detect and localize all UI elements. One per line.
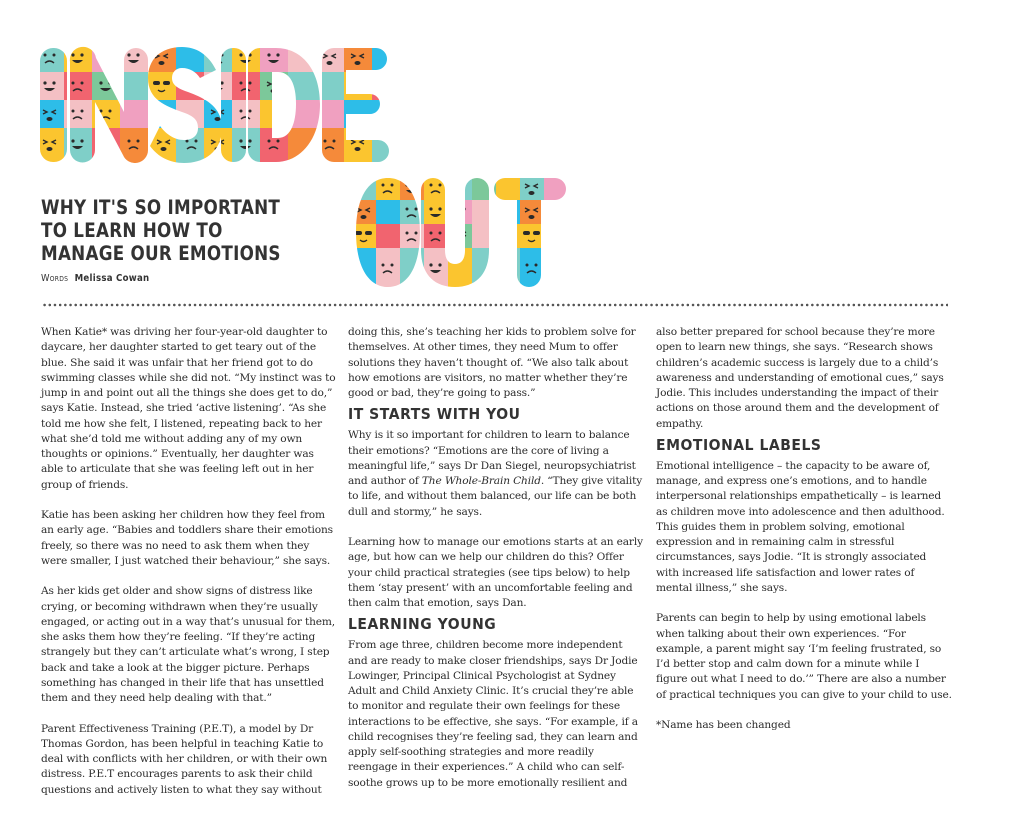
paragraph: When Katie* was driving her four-year-old daughter to daycare, her daughter started to get teary out of the blue. She said it was unfair that her friend got to do swimming classes while she did not. “My instinct was to jump in and point out all the things she does get to do,” says Katie. Instead, she tried ‘active listening’. “As she told me how she felt, I listened, repeating back to her what she’d told me without adding any of my own thoughts or opinions.” Eventually, her daughter was able to articulate that she was feeling left out in her group of friends. xyxy=(41,326,336,491)
article-headline: WHY IT'S SO IMPORTANT TO LEARN HOW TO MANAGE OUR EMOTIONS xyxy=(41,196,281,265)
byline-label: Words xyxy=(41,273,69,284)
article-column-2 xyxy=(348,325,644,806)
paragraph: Learning how to manage our emotions starts at an early age, but how can we help our children do this? Offer your child practical strategies (see tips below) to help them ‘stay present’ with an uncomfortable feeling and then calm that emotion, says Dan. xyxy=(348,536,643,609)
book-title: The Whole-Brain Child xyxy=(421,475,541,487)
dotted-divider xyxy=(42,303,948,307)
paragraph: From age three, children become more independent and are ready to make closer friendships, says Dr Jodie Lowinger, Principal Clinical Psychologist at Sydney Adult and Child Anxiety Clinic. It’s crucial they’re able to monitor and regulate their own feelings for these interactions to be effective, she says. “For example, if a child recognises they’re feeling sad, they can learn and apply self-soothing strategies and more readily reengage in their experiences.” A child who can self-soothe grows up to be more emotionally resilient and xyxy=(348,639,638,789)
footnote: *Name has been changed xyxy=(656,719,791,731)
paragraph: As her kids get older and show signs of distress like crying, or becoming withdrawn when they’re usually engaged, or acting out in a way that’s unusual for them, she asks them how they’re feeling. “If they’re acting strangely but they can’t articulate what’s wrong, I step back and take a look at the bigger picture. Perhaps something has changed in their life that has unsettled them and they need help dealing with that.” xyxy=(41,585,335,704)
section-heading-learning-young: LEARNING YOUNG xyxy=(348,615,497,634)
paragraph: Katie has been asking her children how they feel from an early age. “Babies and toddlers share their emotions freely, so there was no need to ask them when they were smaller, I just watched their behaviour,” she says. xyxy=(41,509,333,567)
paragraph: Parents can begin to help by using emotional labels when talking about their own experiences. “For example, a parent might say ‘I’m feeling frustrated, so I’d better stop and calm down for a minute while I figure out what I need to do.’” There are also a number of practical techniques you can give to your child to use. xyxy=(656,612,952,701)
paragraph: doing this, she’s teaching her kids to problem solve for themselves. At other times, they need Mum to offer solutions they haven’t thought of. “We also talk about how emotions are visitors, no matter whether they’re good or bad, they’re going to pass.” xyxy=(348,326,636,399)
byline xyxy=(41,273,149,284)
paragraph-text: Why is it so important for children to learn to balance their emotions? “Emotions are the core of living a meaningful life,” says Dr Dan Siegel, neuropsychiatrist and author of xyxy=(348,429,636,487)
article-column-1 xyxy=(41,325,337,813)
section-heading-emotional-labels: EMOTIONAL LABELS xyxy=(656,435,822,454)
paragraph-text: . “They give vitality to life, and without them balanced, our life can be both dull and stormy,” he says. xyxy=(348,475,643,518)
article-column-3 xyxy=(656,325,952,749)
section-heading-it-starts-with-you: IT STARTS WITH YOU xyxy=(348,405,521,424)
byline-author: Melissa Cowan xyxy=(74,273,150,284)
paragraph xyxy=(348,428,644,520)
paragraph: Emotional intelligence – the capacity to be aware of, manage, and express one’s emotions, and to handle interpersonal relationships empathetically – is learned as children move into adolescence and then adulthood. This guides them in problem solving, emotional expression and in remaining calm in stressful circumstances, says Jodie. “It is strongly associated with increased life satisfaction and lower rates of mental illness,” she says. xyxy=(656,459,945,594)
paragraph: Parent Effectiveness Training (P.E.T), a model by Dr Thomas Gordon, has been helpful in teaching Katie to deal with conflicts with her children, or with their own distress. P.E.T encourages parents to ask their child questions and actively listen to what they say without xyxy=(41,722,328,796)
paragraph: also better prepared for school because they’re more open to learn new things, she says. “Research shows children’s academic success is largely due to a child’s awareness and understanding of emotional cues,” says Jodie. This includes understanding the impact of their actions on those around them and the development of empathy. xyxy=(656,326,944,430)
